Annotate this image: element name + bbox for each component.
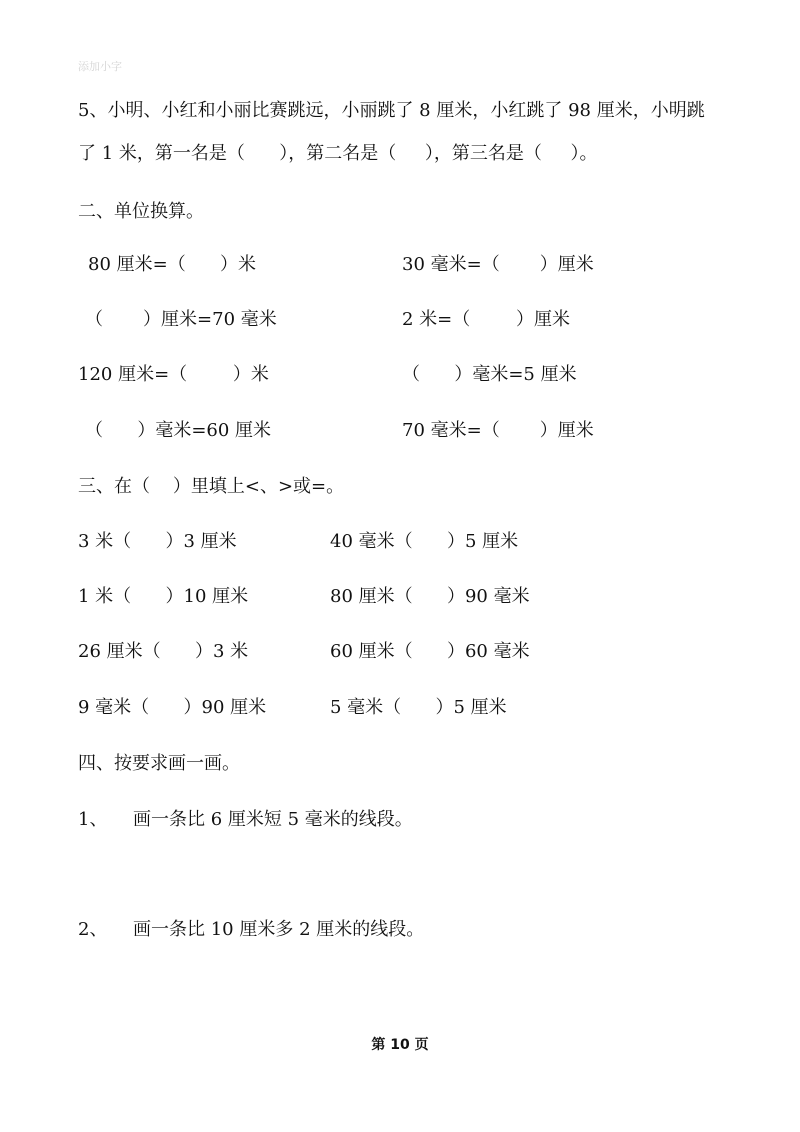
conversion-item: 2 米=（ ）厘米: [402, 309, 571, 330]
section3-heading: 三、在（ ）里填上<、>或=。: [78, 476, 345, 497]
compare-item: 40 毫米（ ）5 厘米: [330, 531, 519, 552]
compare-item: 5 毫米（ ）5 厘米: [330, 697, 507, 718]
conversion-item: （ ）毫米=5 厘米: [402, 364, 577, 385]
task2-text: 画一条比 10 厘米多 2 厘米的线段。: [133, 919, 425, 940]
conversion-item: 80 厘米=（ ）米: [88, 254, 257, 275]
compare-item: 3 米（ ）3 厘米: [78, 531, 237, 552]
conversion-item: 70 毫米=（ ）厘米: [402, 420, 594, 441]
task2-number: 2、: [78, 919, 108, 940]
task1-text: 画一条比 6 厘米短 5 毫米的线段。: [133, 809, 413, 830]
compare-item: 1 米（ ）10 厘米: [78, 586, 249, 607]
section2-heading: 二、单位换算。: [78, 201, 204, 222]
watermark-text: 添加小字: [78, 60, 122, 73]
question5-line2: 了 1 米，第一名是（ ），第二名是（ ），第三名是（ ）。: [78, 143, 598, 164]
conversion-item: （ ）毫米=60 厘米: [85, 420, 272, 441]
page-number: 第 10 页: [371, 1037, 429, 1053]
conversion-item: 30 毫米=（ ）厘米: [402, 254, 594, 275]
compare-item: 9 毫米（ ）90 厘米: [78, 697, 267, 718]
compare-item: 80 厘米（ ）90 毫米: [330, 586, 530, 607]
conversion-item: 120 厘米=（ ）米: [78, 364, 269, 385]
compare-item: 60 厘米（ ）60 毫米: [330, 641, 530, 662]
conversion-item: （ ）厘米=70 毫米: [85, 309, 277, 330]
compare-item: 26 厘米（ ）3 米: [78, 641, 249, 662]
question5-line1: 5、小明、小红和小丽比赛跳远，小丽跳了 8 厘米，小红跳了 98 厘米，小明跳: [78, 100, 705, 121]
task1-number: 1、: [78, 809, 108, 830]
section4-heading: 四、按要求画一画。: [78, 753, 240, 774]
